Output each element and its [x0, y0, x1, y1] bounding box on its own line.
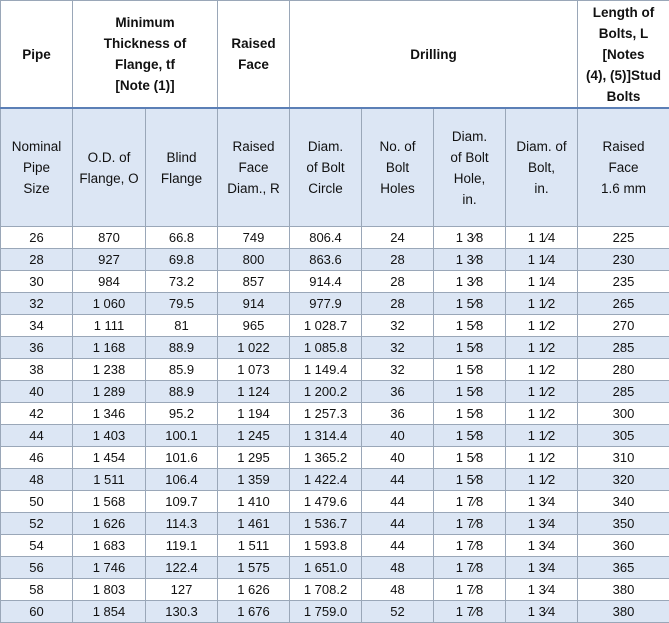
cell-bolt-diam: 1 1⁄4	[506, 227, 578, 249]
cell-blind-flange: 114.3	[146, 513, 218, 535]
cell-bolt-hole-diam: 1 3⁄8	[434, 249, 506, 271]
cell-bolt-diam: 1 3⁄4	[506, 579, 578, 601]
cell-bolt-hole-diam: 1 7⁄8	[434, 579, 506, 601]
table-row	[1, 491, 669, 513]
cell-raised-face-diam: 914	[218, 293, 290, 315]
cell-raised-face-diam: 1 410	[218, 491, 290, 513]
cell-bolt-diam: 1 1⁄2	[506, 315, 578, 337]
cell-nominal-pipe-size: 48	[1, 469, 73, 491]
cell-bolt-length: 280	[578, 359, 669, 381]
cell-od-of-flange: 1 746	[73, 557, 146, 579]
cell-nominal-pipe-size: 46	[1, 447, 73, 469]
cell-od-of-flange: 1 454	[73, 447, 146, 469]
cell-od-of-flange: 1 289	[73, 381, 146, 403]
cell-bolt-hole-count: 44	[362, 513, 434, 535]
cell-blind-flange: 73.2	[146, 271, 218, 293]
header-length-of-bolts: Length of Bolts, L [Notes (4), (5)]Stud Bolts	[578, 1, 669, 109]
table-row	[1, 293, 669, 315]
cell-bolt-length: 305	[578, 425, 669, 447]
subheader-nominal-pipe-size: Nominal Pipe Size	[1, 108, 73, 227]
cell-bolt-circle-diam: 863.6	[290, 249, 362, 271]
cell-bolt-circle-diam: 1 085.8	[290, 337, 362, 359]
cell-nominal-pipe-size: 54	[1, 535, 73, 557]
cell-bolt-hole-count: 44	[362, 469, 434, 491]
cell-bolt-circle-diam: 1 149.4	[290, 359, 362, 381]
cell-nominal-pipe-size: 38	[1, 359, 73, 381]
cell-od-of-flange: 870	[73, 227, 146, 249]
table-row	[1, 249, 669, 271]
subheader-od-of-flange: O.D. of Flange, O	[73, 108, 146, 227]
cell-bolt-length: 300	[578, 403, 669, 425]
cell-bolt-circle-diam: 1 479.6	[290, 491, 362, 513]
cell-bolt-hole-count: 32	[362, 359, 434, 381]
table-row	[1, 271, 669, 293]
cell-bolt-diam: 1 3⁄4	[506, 513, 578, 535]
cell-raised-face-diam: 857	[218, 271, 290, 293]
cell-bolt-hole-count: 52	[362, 601, 434, 623]
cell-blind-flange: 130.3	[146, 601, 218, 623]
cell-bolt-hole-diam: 1 7⁄8	[434, 601, 506, 623]
subheader-bolt-diam: Diam. of Bolt, in.	[506, 108, 578, 227]
cell-od-of-flange: 1 854	[73, 601, 146, 623]
cell-blind-flange: 106.4	[146, 469, 218, 491]
cell-bolt-circle-diam: 1 200.2	[290, 381, 362, 403]
cell-bolt-circle-diam: 1 365.2	[290, 447, 362, 469]
cell-bolt-length: 285	[578, 337, 669, 359]
cell-bolt-diam: 1 1⁄2	[506, 381, 578, 403]
cell-raised-face-diam: 800	[218, 249, 290, 271]
cell-bolt-circle-diam: 1 593.8	[290, 535, 362, 557]
sub-header-row	[1, 108, 669, 227]
cell-bolt-length: 235	[578, 271, 669, 293]
cell-raised-face-diam: 1 511	[218, 535, 290, 557]
header-min-thickness: Minimum Thickness of Flange, tf [Note (1)]	[73, 1, 218, 109]
cell-bolt-hole-count: 32	[362, 315, 434, 337]
cell-bolt-hole-count: 24	[362, 227, 434, 249]
cell-od-of-flange: 1 683	[73, 535, 146, 557]
cell-bolt-circle-diam: 1 028.7	[290, 315, 362, 337]
header-raised-face: Raised Face	[218, 1, 290, 109]
cell-bolt-hole-count: 28	[362, 271, 434, 293]
cell-od-of-flange: 1 060	[73, 293, 146, 315]
table-row	[1, 359, 669, 381]
group-header-row	[1, 1, 669, 109]
cell-bolt-hole-count: 40	[362, 425, 434, 447]
cell-od-of-flange: 1 346	[73, 403, 146, 425]
cell-bolt-length: 365	[578, 557, 669, 579]
subheader-bolt-hole-diam: Diam. of Bolt Hole, in.	[434, 108, 506, 227]
cell-bolt-hole-diam: 1 7⁄8	[434, 491, 506, 513]
cell-bolt-hole-count: 40	[362, 447, 434, 469]
cell-bolt-hole-diam: 1 5⁄8	[434, 315, 506, 337]
cell-bolt-length: 285	[578, 381, 669, 403]
cell-bolt-length: 380	[578, 579, 669, 601]
cell-bolt-length: 310	[578, 447, 669, 469]
cell-bolt-diam: 1 3⁄4	[506, 491, 578, 513]
table-row	[1, 227, 669, 249]
cell-raised-face-diam: 1 295	[218, 447, 290, 469]
cell-raised-face-diam: 1 124	[218, 381, 290, 403]
cell-bolt-circle-diam: 1 314.4	[290, 425, 362, 447]
cell-bolt-hole-count: 32	[362, 337, 434, 359]
cell-od-of-flange: 927	[73, 249, 146, 271]
cell-bolt-length: 265	[578, 293, 669, 315]
cell-bolt-hole-diam: 1 5⁄8	[434, 381, 506, 403]
cell-bolt-diam: 1 3⁄4	[506, 557, 578, 579]
cell-od-of-flange: 984	[73, 271, 146, 293]
cell-raised-face-diam: 1 194	[218, 403, 290, 425]
cell-blind-flange: 79.5	[146, 293, 218, 315]
cell-od-of-flange: 1 511	[73, 469, 146, 491]
table-row	[1, 337, 669, 359]
cell-bolt-diam: 1 1⁄2	[506, 293, 578, 315]
cell-nominal-pipe-size: 56	[1, 557, 73, 579]
cell-raised-face-diam: 1 626	[218, 579, 290, 601]
cell-bolt-hole-diam: 1 5⁄8	[434, 293, 506, 315]
table-row	[1, 469, 669, 491]
cell-blind-flange: 69.8	[146, 249, 218, 271]
cell-blind-flange: 66.8	[146, 227, 218, 249]
table-row	[1, 535, 669, 557]
cell-raised-face-diam: 1 245	[218, 425, 290, 447]
cell-bolt-diam: 1 3⁄4	[506, 535, 578, 557]
cell-bolt-diam: 1 1⁄4	[506, 249, 578, 271]
cell-bolt-length: 320	[578, 469, 669, 491]
header-pipe: Pipe	[1, 1, 73, 109]
cell-bolt-length: 340	[578, 491, 669, 513]
subheader-blind-flange: Blind Flange	[146, 108, 218, 227]
cell-blind-flange: 101.6	[146, 447, 218, 469]
cell-nominal-pipe-size: 40	[1, 381, 73, 403]
cell-raised-face-diam: 1 359	[218, 469, 290, 491]
cell-blind-flange: 88.9	[146, 381, 218, 403]
cell-bolt-hole-diam: 1 7⁄8	[434, 535, 506, 557]
cell-bolt-diam: 1 1⁄4	[506, 271, 578, 293]
subheader-bolt-hole-count: No. of Bolt Holes	[362, 108, 434, 227]
cell-bolt-hole-diam: 1 5⁄8	[434, 337, 506, 359]
table-row	[1, 403, 669, 425]
cell-bolt-hole-diam: 1 5⁄8	[434, 469, 506, 491]
cell-raised-face-diam: 1 575	[218, 557, 290, 579]
cell-nominal-pipe-size: 34	[1, 315, 73, 337]
cell-nominal-pipe-size: 44	[1, 425, 73, 447]
cell-od-of-flange: 1 238	[73, 359, 146, 381]
cell-blind-flange: 119.1	[146, 535, 218, 557]
cell-od-of-flange: 1 111	[73, 315, 146, 337]
cell-bolt-circle-diam: 1 536.7	[290, 513, 362, 535]
cell-bolt-length: 230	[578, 249, 669, 271]
cell-nominal-pipe-size: 60	[1, 601, 73, 623]
cell-nominal-pipe-size: 58	[1, 579, 73, 601]
cell-raised-face-diam: 1 461	[218, 513, 290, 535]
cell-raised-face-diam: 965	[218, 315, 290, 337]
cell-blind-flange: 127	[146, 579, 218, 601]
cell-nominal-pipe-size: 30	[1, 271, 73, 293]
cell-bolt-diam: 1 1⁄2	[506, 447, 578, 469]
cell-blind-flange: 122.4	[146, 557, 218, 579]
table-row	[1, 425, 669, 447]
cell-nominal-pipe-size: 28	[1, 249, 73, 271]
table-row	[1, 579, 669, 601]
header-drilling: Drilling	[290, 1, 578, 109]
subheader-raised-face-diam: Raised Face Diam., R	[218, 108, 290, 227]
cell-bolt-length: 270	[578, 315, 669, 337]
cell-bolt-hole-count: 28	[362, 249, 434, 271]
cell-bolt-hole-diam: 1 3⁄8	[434, 271, 506, 293]
cell-bolt-length: 225	[578, 227, 669, 249]
cell-bolt-hole-diam: 1 5⁄8	[434, 359, 506, 381]
cell-od-of-flange: 1 803	[73, 579, 146, 601]
cell-bolt-circle-diam: 1 708.2	[290, 579, 362, 601]
cell-bolt-circle-diam: 1 651.0	[290, 557, 362, 579]
cell-bolt-hole-diam: 1 7⁄8	[434, 557, 506, 579]
cell-nominal-pipe-size: 26	[1, 227, 73, 249]
cell-bolt-hole-diam: 1 5⁄8	[434, 425, 506, 447]
cell-bolt-diam: 1 1⁄2	[506, 337, 578, 359]
cell-bolt-hole-count: 48	[362, 557, 434, 579]
table-row	[1, 557, 669, 579]
cell-bolt-hole-diam: 1 3⁄8	[434, 227, 506, 249]
table-row	[1, 381, 669, 403]
cell-bolt-circle-diam: 914.4	[290, 271, 362, 293]
cell-bolt-circle-diam: 977.9	[290, 293, 362, 315]
subheader-bolt-length-raised-face: Raised Face 1.6 mm	[578, 108, 669, 227]
cell-blind-flange: 100.1	[146, 425, 218, 447]
cell-nominal-pipe-size: 42	[1, 403, 73, 425]
cell-bolt-diam: 1 1⁄2	[506, 359, 578, 381]
cell-bolt-circle-diam: 1 759.0	[290, 601, 362, 623]
cell-raised-face-diam: 1 676	[218, 601, 290, 623]
cell-bolt-hole-diam: 1 5⁄8	[434, 447, 506, 469]
cell-bolt-hole-count: 36	[362, 381, 434, 403]
cell-bolt-hole-diam: 1 7⁄8	[434, 513, 506, 535]
cell-bolt-diam: 1 1⁄2	[506, 469, 578, 491]
cell-od-of-flange: 1 168	[73, 337, 146, 359]
cell-bolt-diam: 1 1⁄2	[506, 425, 578, 447]
cell-bolt-circle-diam: 806.4	[290, 227, 362, 249]
cell-bolt-hole-count: 36	[362, 403, 434, 425]
cell-bolt-circle-diam: 1 422.4	[290, 469, 362, 491]
cell-bolt-diam: 1 3⁄4	[506, 601, 578, 623]
cell-raised-face-diam: 1 073	[218, 359, 290, 381]
table-row	[1, 601, 669, 623]
cell-bolt-diam: 1 1⁄2	[506, 403, 578, 425]
cell-blind-flange: 85.9	[146, 359, 218, 381]
cell-blind-flange: 81	[146, 315, 218, 337]
cell-nominal-pipe-size: 36	[1, 337, 73, 359]
cell-blind-flange: 88.9	[146, 337, 218, 359]
cell-nominal-pipe-size: 50	[1, 491, 73, 513]
table-row	[1, 513, 669, 535]
table-body	[1, 227, 669, 623]
cell-raised-face-diam: 749	[218, 227, 290, 249]
cell-bolt-hole-count: 44	[362, 535, 434, 557]
cell-bolt-hole-diam: 1 5⁄8	[434, 403, 506, 425]
subheader-bolt-circle-diam: Diam. of Bolt Circle	[290, 108, 362, 227]
cell-blind-flange: 109.7	[146, 491, 218, 513]
cell-od-of-flange: 1 626	[73, 513, 146, 535]
cell-bolt-length: 360	[578, 535, 669, 557]
cell-nominal-pipe-size: 52	[1, 513, 73, 535]
cell-bolt-length: 350	[578, 513, 669, 535]
cell-blind-flange: 95.2	[146, 403, 218, 425]
table-row	[1, 315, 669, 337]
cell-bolt-length: 380	[578, 601, 669, 623]
cell-raised-face-diam: 1 022	[218, 337, 290, 359]
cell-bolt-circle-diam: 1 257.3	[290, 403, 362, 425]
cell-bolt-hole-count: 48	[362, 579, 434, 601]
cell-nominal-pipe-size: 32	[1, 293, 73, 315]
table-row	[1, 447, 669, 469]
cell-bolt-hole-count: 28	[362, 293, 434, 315]
cell-od-of-flange: 1 568	[73, 491, 146, 513]
cell-od-of-flange: 1 403	[73, 425, 146, 447]
cell-bolt-hole-count: 44	[362, 491, 434, 513]
